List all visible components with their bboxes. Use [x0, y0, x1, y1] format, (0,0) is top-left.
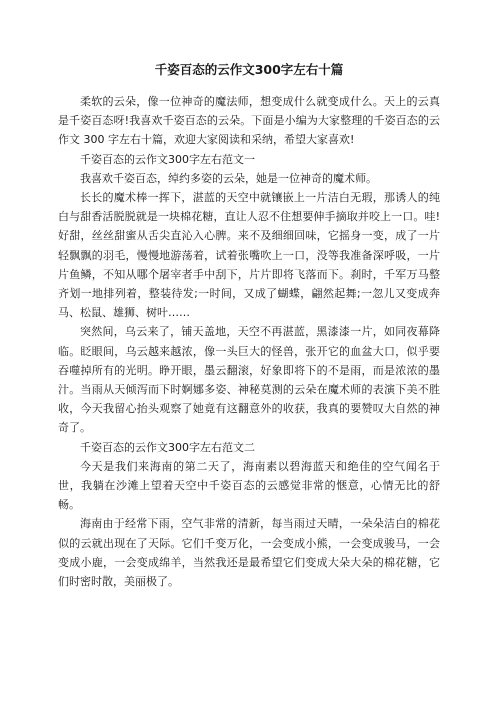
paragraph: 海南由于经常下雨，空气非常的清新，每当雨过天晴，一朵朵洁白的棉花似的云就出现在了天际。它们千变万化，一会变成小熊，一会变成骏马，一会变成小鹿，一会变成绵羊，当然我还是最希望它们变成大朵大朵的棉花糖，它们时密时散，美丽极了。: [58, 517, 440, 589]
paragraph: 我喜欢千姿百态，绰约多姿的云朵，她是一位神奇的魔术师。: [80, 171, 377, 185]
document-title: 千姿百态的云作文300字左右十篇: [154, 62, 344, 77]
section-heading-one: 千姿百态的云作文300字左右范文一: [80, 152, 255, 166]
paragraph-intro: 柔软的云朵，像一位神奇的魔法师，想变成什么就变成什么。天上的云真是千姿百态呀!我喜欢千姿百态的云朵。下面是小编为大家整理的千姿百态的云作文 300 字左右十篇，欢迎大家阅读和采纳，希望大家喜欢!: [58, 95, 440, 147]
paragraph: 今天是我们来海南的第二天了，海南素以碧海蓝天和绝佳的空气闻名于世，我躺在沙滩上望着天空中千姿百态的云感觉非常的惬意，心情无比的舒畅。: [58, 459, 440, 512]
document-page: [58, 62, 440, 591]
paragraph: 长长的魔术棒一挥下，湛蓝的天空中就镶嵌上一片洁白无瑕，那诱人的纯白与甜香活脱脱就是一块棉花糖，直让人忍不住想要伸手摘取并咬上一口。哇!好甜，丝丝甜蜜从舌尖直沁入心脾。来不及细细回味，它摇身一变，成了一片轻飘飘的羽毛，慢慢地游荡着，试着张嘴吹上一口，没等我准备深呼吸，一片片鱼鳞，不知从哪个屠宰者手中刮下，片片即将飞落而下。刹时，千军万马整齐划一地排列着，整装待发;一时间，又成了蝴蝶，翩然起舞;一忽儿又变成奔马、松鼠、雄狮、树叶……: [58, 191, 440, 320]
section-heading-two: 千姿百态的云作文300字左右范文二: [80, 440, 255, 454]
paragraph: 突然间，乌云来了，铺天盖地，天空不再湛蓝，黑漆漆一片，如同夜幕降临。眨眼间，乌云越来越浓，像一头巨大的怪兽，张开它的血盆大口，似乎要吞噬掉所有的光明。睁开眼，墨云翻滚，好象即将下的不是雨，而是浓浓的墨汁。当雨从天倾泻而下时婀娜多姿、神秘莫测的云朵在魔术师的表演下美不胜收，今天我留心抬头观察了她竟有这翻意外的收获，我真的要赞叹大自然的神奇了。: [58, 325, 440, 435]
